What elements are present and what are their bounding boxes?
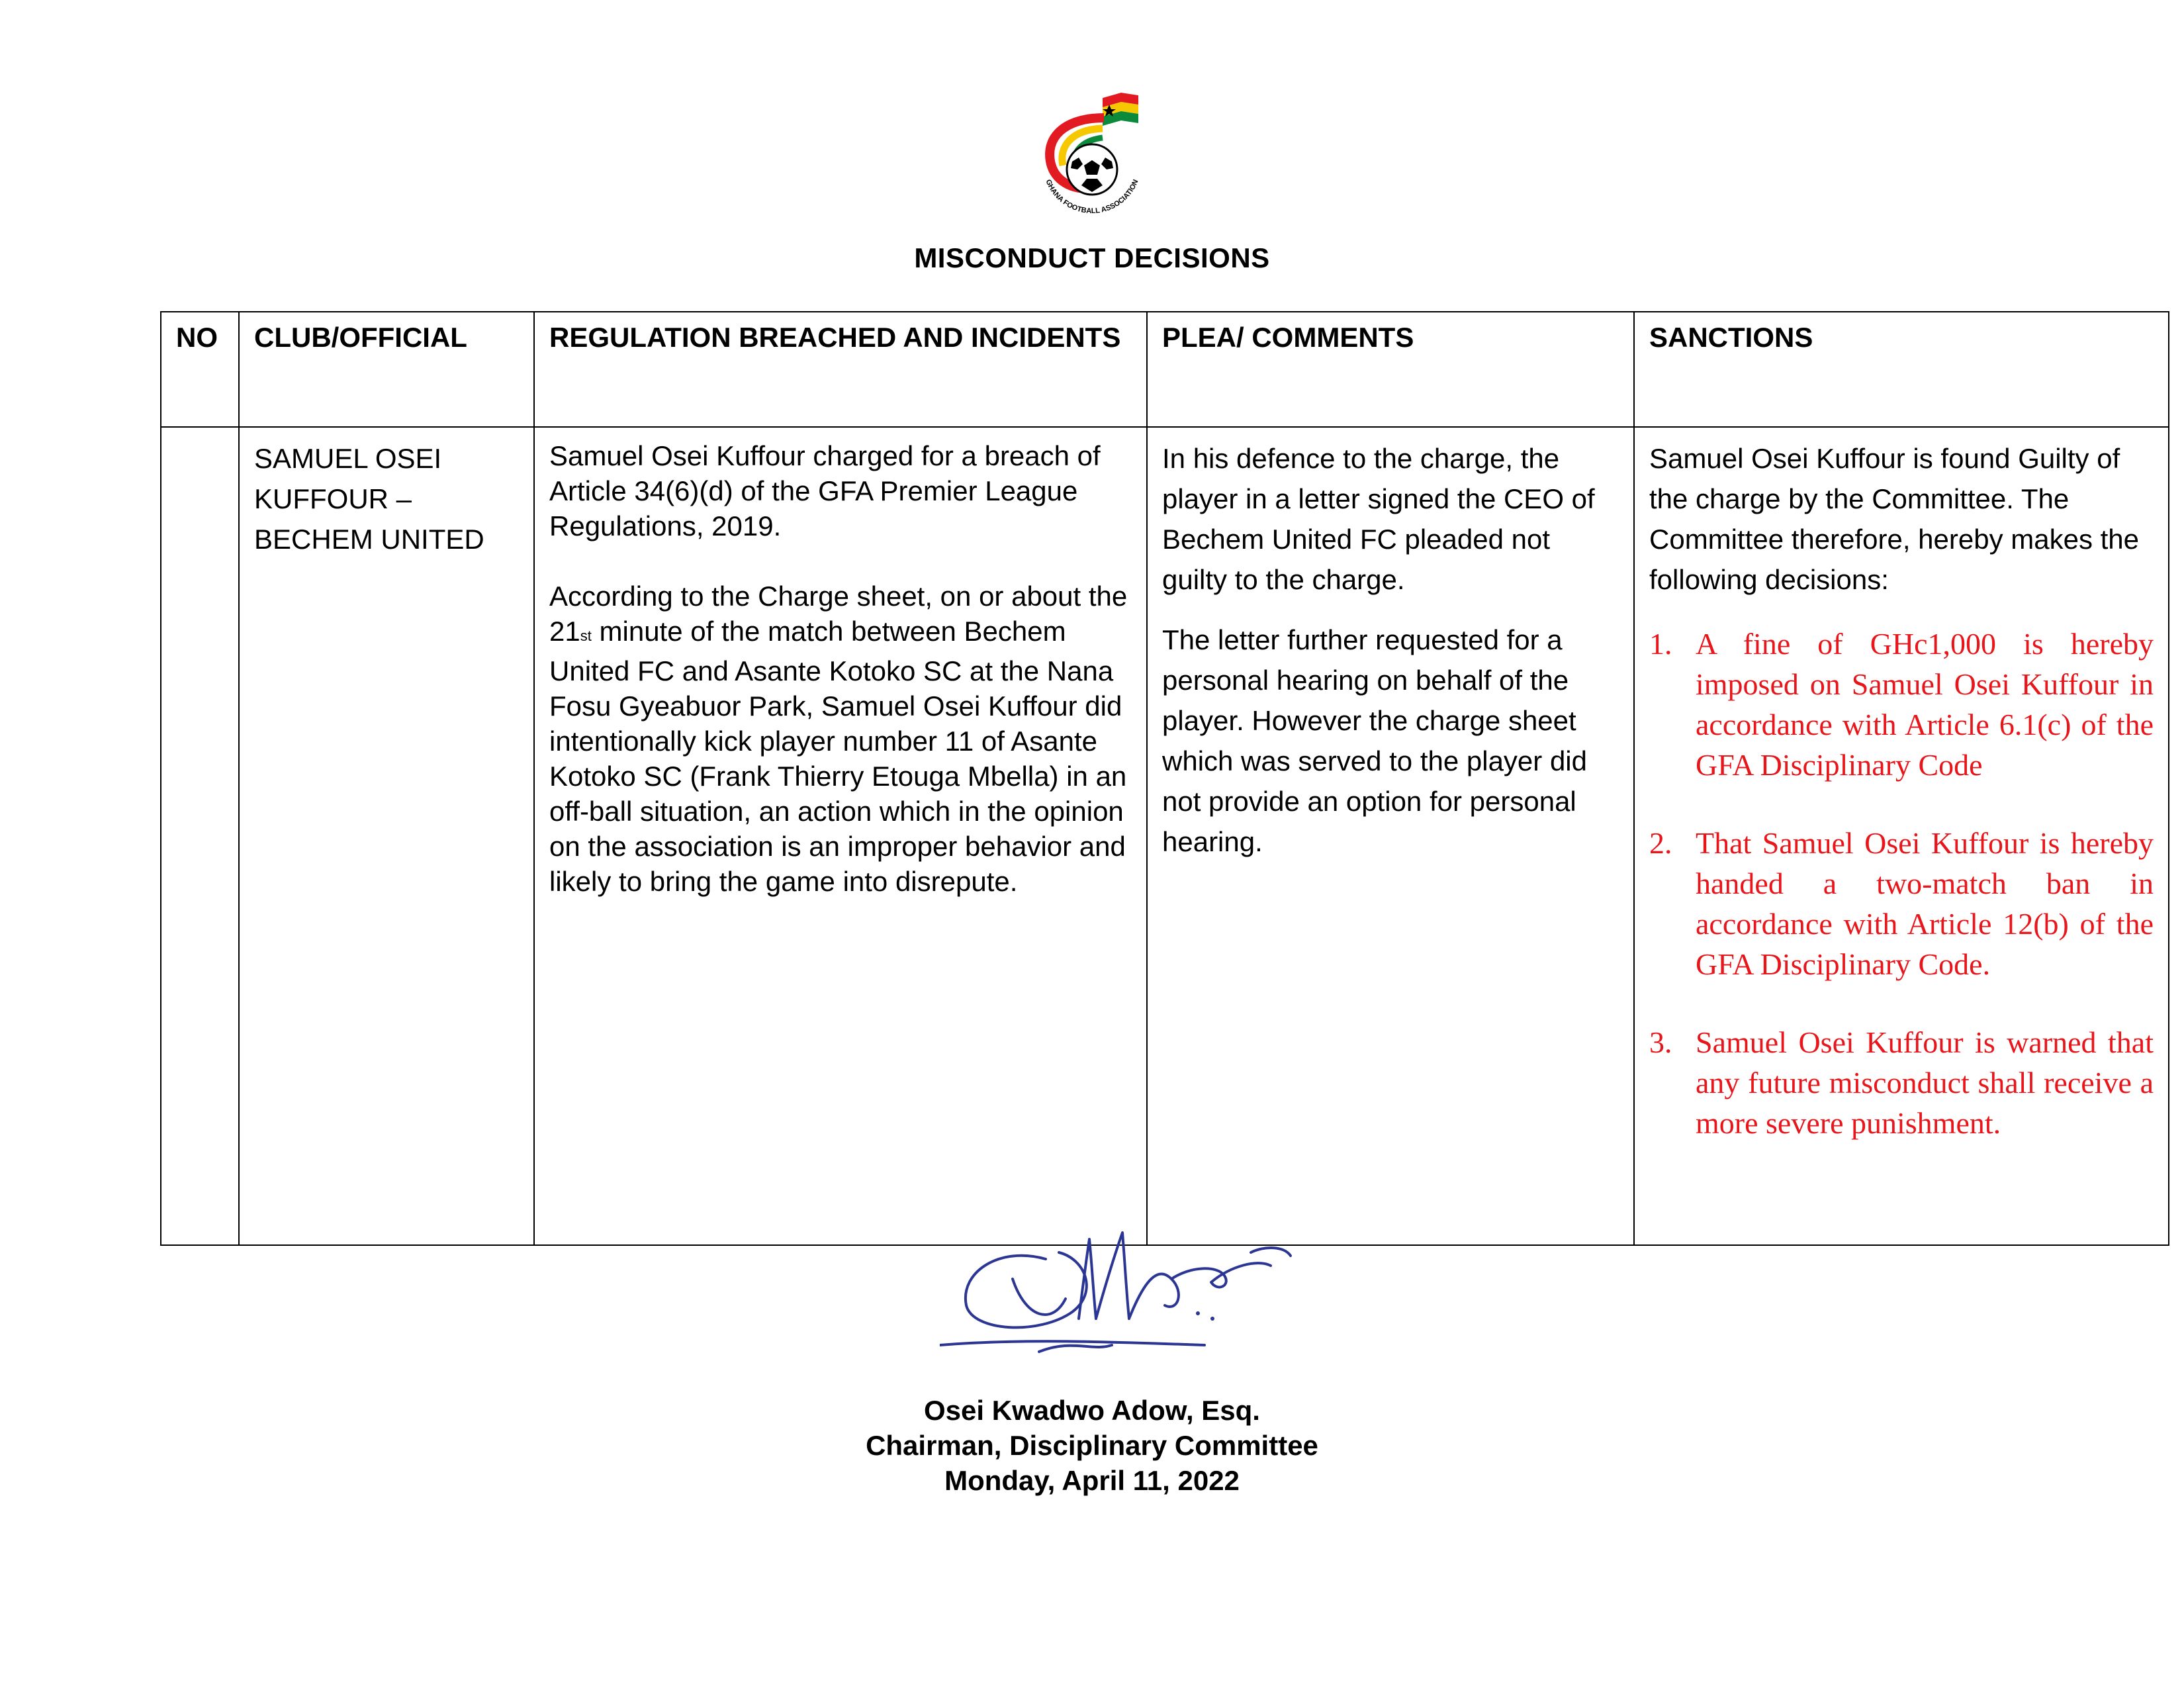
cell-plea <box>1147 427 1634 1245</box>
plea-paragraph: In his defence to the charge, the player in a letter signed the CEO of Bechem United FC pleaded not guilty to the charge. <box>1162 443 1595 595</box>
header-club-official: CLUB/OFFICIAL <box>239 312 534 427</box>
gfa-logo <box>1024 91 1160 221</box>
charge-text: Samuel Osei Kuffour charged for a breach of Article 34(6)(d) of the GFA Premier League Regulations, 2019. <box>549 440 1101 541</box>
cell-regulation <box>534 427 1147 1245</box>
incident-text: According to the Charge sheet, on or about the 21st minute of the match between Bechem United FC and Asante Kotoko SC at the Nana Fosu Gyeabuor Park, Samuel Osei Kuffour did intentionally kick player number 11 of Asante Kotoko SC (Frank Thierry Etouga Mbella) in an off-ball situation, an action which in the opinion on the association is an improper behavior and likely to bring the game into disrepute. <box>549 581 1128 897</box>
decision-item: 2. That Samuel Osei Kuffour is hereby handed a two-match ban in accordance with Article 12(b) of the GFA Disciplinary Code. <box>1649 826 2154 981</box>
decision-item: 1. A fine of GHc1,000 is hereby imposed on Samuel Osei Kuffour in accordance with Article 6.1(c) of the GFA Disciplinary Code <box>1649 627 2154 782</box>
header-plea: PLEA/ COMMENTS <box>1147 312 1634 427</box>
header-regulation: REGULATION BREACHED AND INCIDENTS <box>534 312 1147 427</box>
decision-item: 3. Samuel Osei Kuffour is warned that any future misconduct shall receive a more severe punishment. <box>1649 1025 2154 1140</box>
logo-text: GHANA FOOTBALL ASSOCIATION <box>1044 178 1140 216</box>
misconduct-table <box>160 311 2169 1246</box>
page-title: MISCONDUCT DECISIONS <box>914 242 1270 273</box>
header-sanctions: SANCTIONS <box>1634 312 2169 427</box>
sanctions-intro: Samuel Osei Kuffour is found Guilty of the charge by the Committee. The Committee therefore, hereby makes the following decisions: <box>1649 443 2140 595</box>
cell-sanctions <box>1634 427 2169 1245</box>
table-row <box>161 427 2169 1245</box>
cell-club-official: SAMUEL OSEI KUFFOUR – BECHEM UNITED <box>239 427 534 1245</box>
signoff-block <box>0 1393 2184 1498</box>
cell-no <box>161 427 239 1245</box>
header-no: NO <box>161 312 239 427</box>
signatory-name: Osei Kwadwo Adow, Esq. <box>924 1395 1260 1426</box>
plea-paragraph: The letter further requested for a personal hearing on behalf of the player. However the charge sheet which was served to the player did not provide an option for personal hearing. <box>1162 624 1587 857</box>
table-header-row <box>161 312 2169 427</box>
decisions-list <box>1649 624 2154 1143</box>
signature <box>940 1219 1330 1358</box>
signatory-position: Chairman, Disciplinary Committee <box>866 1430 1318 1461</box>
decision-date: Monday, April 11, 2022 <box>944 1465 1240 1496</box>
